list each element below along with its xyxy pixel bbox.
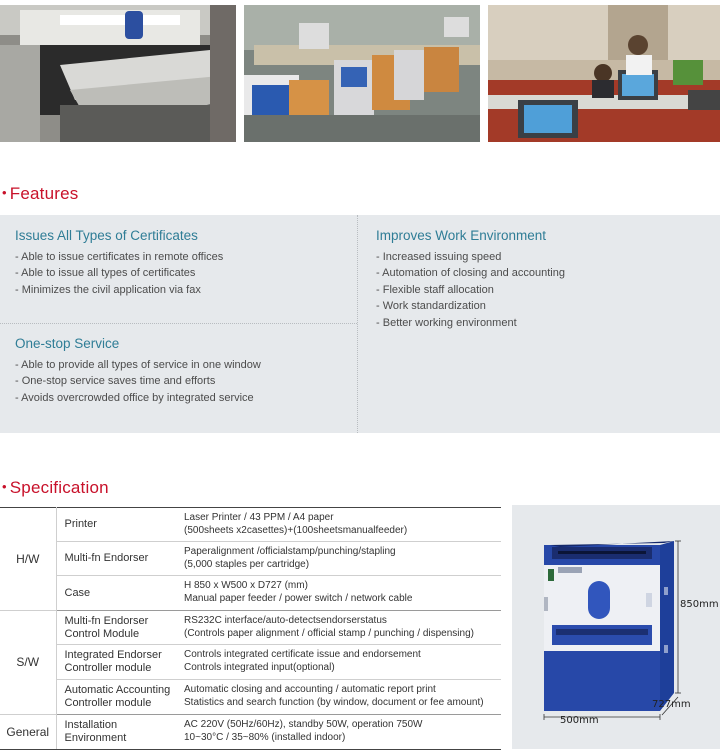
- spec-desc-line: Paperalignment /officialstamp/punching/stapling: [184, 545, 396, 557]
- table-row: [0, 542, 501, 576]
- spec-item: [56, 715, 178, 750]
- spec-item-line: Controller module: [64, 662, 152, 674]
- spec-item-line: Controller module: [64, 697, 152, 709]
- spec-desc: [178, 715, 501, 750]
- spec-item: Case: [56, 576, 178, 611]
- width-dimension-label: 500mm: [560, 715, 599, 726]
- spec-desc-line: (Controls paper alignment / official stamp / punching / dispensing): [184, 627, 474, 639]
- table-row: [0, 680, 501, 715]
- table-row: [0, 611, 501, 645]
- spec-item: [56, 680, 178, 715]
- spec-item-line: Installation: [64, 719, 118, 732]
- feature-item: - Avoids overcrowded office by integrated service: [15, 390, 261, 406]
- spec-item: Multi-fn Endorser: [56, 542, 178, 576]
- height-dimension-label: 850mm: [680, 599, 719, 610]
- spec-desc-line: Controls integrated input(optional): [184, 662, 335, 673]
- feature-item: - Better working environment: [376, 315, 565, 331]
- spec-desc-line: (5,000 staples per cartridge): [184, 558, 310, 570]
- machine-panel: [512, 505, 720, 749]
- feature-item: - Minimizes the civil application via fax: [15, 282, 223, 298]
- spec-item-line: Control Module: [64, 627, 140, 640]
- feature-item: - Able to provide all types of service in one window: [15, 357, 261, 373]
- feature-item: - One-stop service saves time and efforts: [15, 373, 261, 389]
- bullet-dot-icon: •: [2, 185, 7, 200]
- depth-dimension-label: 727mm: [652, 699, 691, 710]
- kiosk-machine-icon: [512, 505, 720, 749]
- photo-office-kiosk-row: [244, 5, 480, 142]
- spec-desc-line: Manual paper feeder / power switch / network cable: [184, 593, 413, 604]
- feature-item: - Flexible staff allocation: [376, 282, 565, 298]
- feature-item: - Able to issue all types of certificates: [15, 265, 223, 281]
- spec-desc: [178, 611, 501, 645]
- photo-office-counter-staff: [488, 5, 720, 142]
- feature-group-certificates: [15, 228, 223, 298]
- feature-heading: One-stop Service: [15, 336, 120, 351]
- spec-desc-line: Laser Printer / 43 PPM / A4 paper: [184, 511, 334, 523]
- spec-desc-line: Automatic closing and accounting / automatic report print: [184, 684, 436, 696]
- spec-desc: [178, 508, 501, 542]
- feature-item: - Increased issuing speed: [376, 249, 565, 265]
- feature-group-one-stop: [15, 336, 261, 406]
- category-sw: S/W: [0, 611, 56, 715]
- spec-item: Printer: [56, 508, 178, 542]
- category-hw: H/W: [0, 508, 56, 611]
- photo-strip: [0, 0, 720, 142]
- features-panel: [0, 215, 720, 433]
- specification-title-text: Specification: [9, 478, 109, 497]
- feature-group-work-environment: [376, 228, 565, 331]
- spec-desc-line: Statistics and search function (by window, document or fee amount): [184, 697, 484, 708]
- spec-item-line: Environment: [64, 732, 127, 744]
- features-vertical-divider: [357, 215, 358, 433]
- feature-item: - Automation of closing and accounting: [376, 265, 565, 281]
- spec-item: [56, 645, 178, 680]
- spec-desc-line: RS232C interface/auto-detectsendorserstatus: [184, 614, 387, 626]
- bullet-dot-icon: •: [2, 479, 7, 494]
- spec-desc: [178, 680, 501, 715]
- features-title-text: Features: [9, 184, 79, 203]
- table-row: [0, 508, 501, 542]
- spec-item: [56, 611, 178, 645]
- spec-item-line: Automatic Accounting: [64, 684, 171, 697]
- spec-desc-line: H 850 x W500 x D727 (mm): [184, 580, 308, 592]
- specification-title: [2, 478, 109, 498]
- category-general: General: [0, 715, 56, 750]
- feature-heading: Improves Work Environment: [376, 228, 547, 243]
- specification-table: [0, 507, 501, 750]
- photo-kiosk-printer-closeup: [0, 5, 236, 142]
- spec-desc: [178, 576, 501, 611]
- table-row: [0, 645, 501, 680]
- table-row: [0, 576, 501, 611]
- spec-desc-line: (500sheets x2casettes)+(100sheetsmanualfeeder): [184, 524, 408, 536]
- spec-desc: [178, 542, 501, 576]
- feature-item: - Able to issue certificates in remote offices: [15, 249, 223, 265]
- spec-item-line: Integrated Endorser: [64, 649, 162, 662]
- features-horizontal-divider: [0, 323, 357, 324]
- feature-item: - Work standardization: [376, 298, 565, 314]
- spec-desc: [178, 645, 501, 680]
- spec-desc-line: AC 220V (50Hz/60Hz), standby 50W, operation 750W: [184, 719, 423, 731]
- spec-desc-line: Controls integrated certificate issue and endorsement: [184, 649, 421, 661]
- spec-item-line: Multi-fn Endorser: [64, 614, 149, 627]
- feature-heading: Issues All Types of Certificates: [15, 228, 198, 243]
- features-title: [2, 184, 78, 204]
- spec-desc-line: 10~30°C / 35~80% (installed indoor): [184, 732, 346, 743]
- table-row: [0, 715, 501, 750]
